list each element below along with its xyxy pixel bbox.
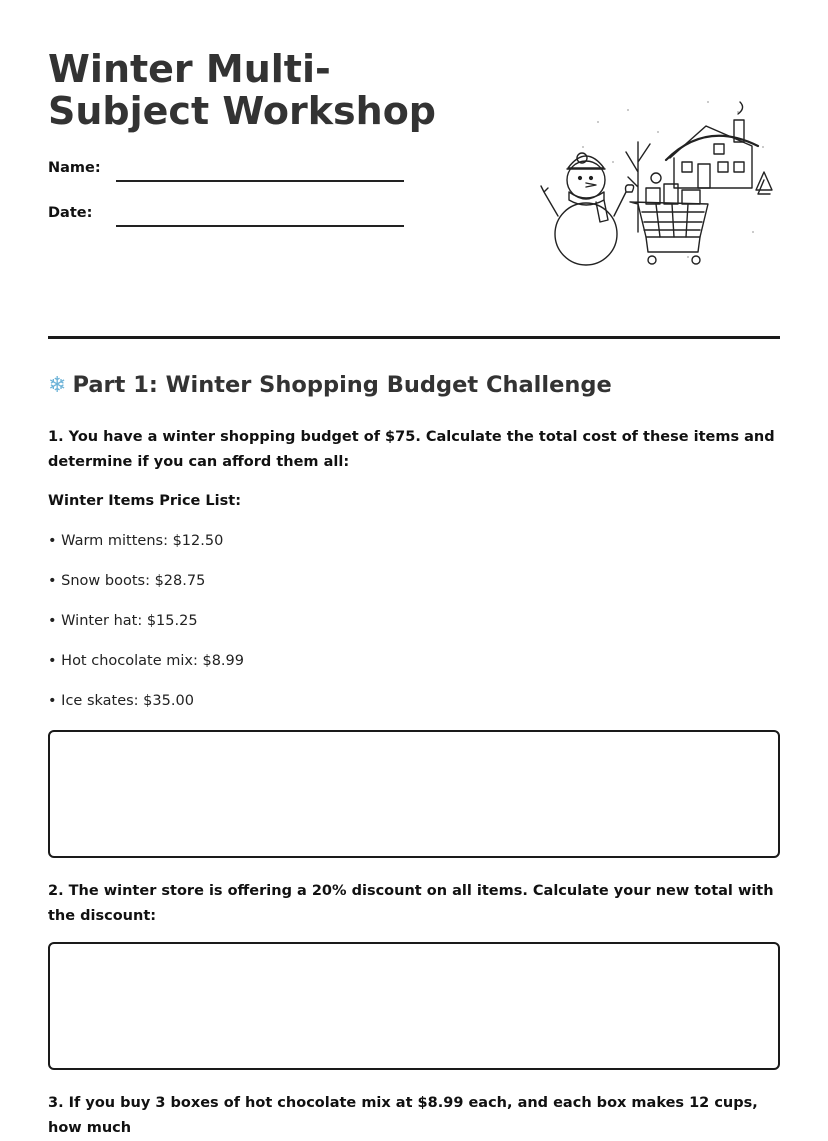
answer-box-2[interactable] bbox=[48, 942, 780, 1070]
answer-box-1[interactable] bbox=[48, 730, 780, 858]
date-label: Date: bbox=[48, 205, 93, 221]
name-label: Name: bbox=[48, 160, 101, 176]
price-item: • Ice skates: $35.00 bbox=[48, 693, 194, 709]
question-3: 3. If you buy 3 boxes of hot chocolate mix at $8.99 each, and each box makes 12 cups, how much bbox=[48, 1095, 758, 1136]
tree-icon bbox=[626, 142, 650, 232]
question-2: 2. The winter store is offering a 20% discount on all items. Calculate your new total with the discount: bbox=[48, 883, 774, 924]
section-divider bbox=[48, 336, 780, 339]
price-item: • Winter hat: $15.25 bbox=[48, 613, 198, 629]
date-field[interactable] bbox=[116, 225, 404, 227]
snowflake-icon: ❄ bbox=[48, 372, 67, 398]
pine-tree-icon bbox=[756, 172, 772, 194]
page-title: Winter Multi-Subject Workshop bbox=[48, 47, 436, 133]
price-list-title: Winter Items Price List: bbox=[48, 493, 241, 509]
winter-illustration bbox=[538, 92, 778, 272]
name-field[interactable] bbox=[116, 180, 404, 182]
price-item: • Hot chocolate mix: $8.99 bbox=[48, 653, 244, 669]
section-heading bbox=[48, 372, 612, 398]
snowman-icon bbox=[541, 153, 634, 265]
section-heading-text: Part 1: Winter Shopping Budget Challenge bbox=[72, 372, 612, 398]
question-1: 1. You have a winter shopping budget of $75. Calculate the total cost of these items and determine if you can afford them all: bbox=[48, 429, 775, 470]
shopping-cart-icon bbox=[630, 173, 708, 264]
house-icon bbox=[666, 102, 758, 188]
price-item: • Snow boots: $28.75 bbox=[48, 573, 206, 589]
price-item: • Warm mittens: $12.50 bbox=[48, 533, 224, 549]
